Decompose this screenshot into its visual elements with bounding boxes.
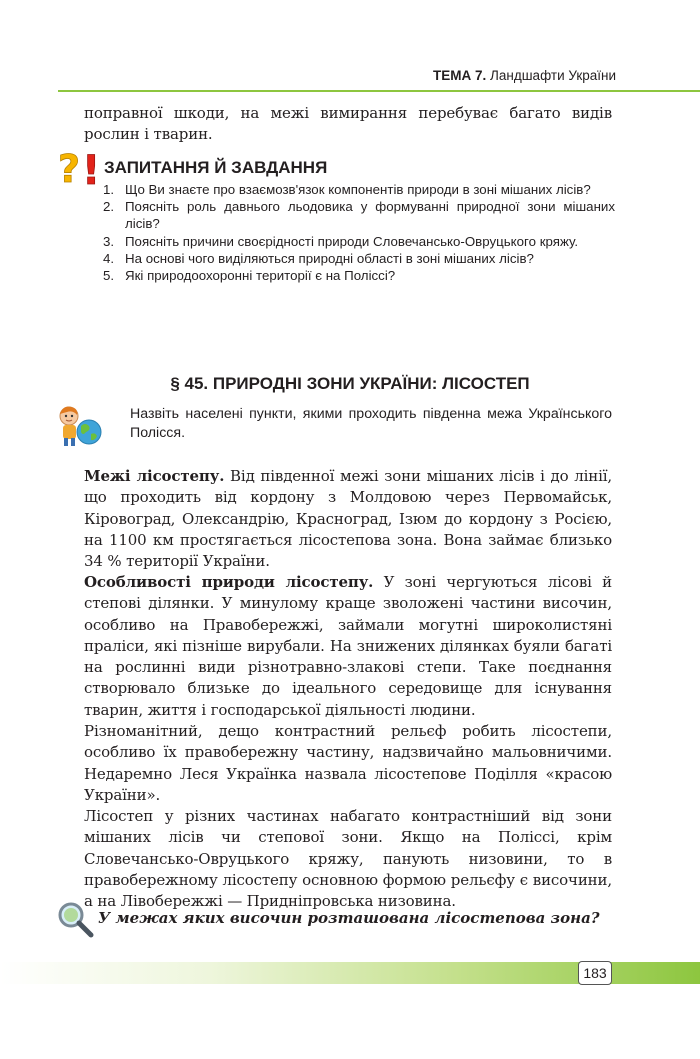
paragraph-relief: Різноманітний, дещо контрастний рельєф робить лісостепи, особливо їх правобережну частину, надзвичайно мальовничими. Недаремно Леся Українка назвала лісостепове Поділля «красою України». (84, 722, 612, 804)
header-rule (58, 90, 700, 92)
question-number: 1. (103, 182, 115, 197)
running-header (433, 68, 616, 83)
questions-title: ЗАПИТАННЯ Й ЗАВДАННЯ (104, 158, 328, 177)
paragraph-features-text: У зоні чергуються лісові й степові ділянки. У минулому краще зволожені частини височин, особливо на Правобережжі, займали могутні широколистяні праліси, які пізніше вирубали. На знижених ділянках буяли багаті на рослинні види різнотравно-злакові степи. Таке поєднання створювало близьке до ідеального середовище для існування тварин, життя і господарської діяльності людини. (84, 573, 612, 719)
top-paragraph: поправної шкоди, на межі вимирання перебуває багато видів рослин і тварин. (84, 104, 612, 144)
question-number: 4. (103, 250, 115, 266)
magnifier-icon (56, 900, 96, 940)
paragraph-boundaries-text: Від південної межі зони мішаних лісів і до лінії, що проходить від кордону з Молдовою через Первомайськ, Кіровоград, Олександрію, Красноград, Ізюм до кордону з Росією, на 1100 км простягається лісостепова зона. Вона займає близько 34 % території України. (84, 467, 612, 571)
question-item (103, 250, 615, 267)
question-text: Поясніть роль давнього льодовика у формуванні природної зони мішаних лісів? (125, 199, 615, 232)
questions-list (103, 181, 615, 284)
page-number: 183 (578, 961, 612, 985)
question-number: 2. (103, 199, 115, 215)
question-number: 3. (103, 233, 115, 249)
child-globe-icon (55, 404, 103, 448)
paragraph-boundaries-heading: Межі лісостепу. (84, 467, 225, 485)
bottom-question: У межах яких височин розташована лісостепова зона? (98, 909, 600, 927)
paragraph-boundaries (84, 466, 612, 572)
paragraph-features (84, 572, 612, 721)
intro-question: Назвіть населені пункти, якими проходить південна межа Українського Полісся. (130, 406, 612, 441)
paragraph-features-heading: Особливості природи лісостепу. (84, 573, 374, 591)
section-title: § 45. ПРИРОДНІ ЗОНИ УКРАЇНИ: ЛІСОСТЕП (170, 374, 530, 393)
question-item (103, 198, 615, 232)
svg-text:?: ? (58, 147, 81, 190)
question-text: Що Ви знаєте про взаємозв'язок компонентів природи в зоні мішаних лісів? (125, 182, 591, 197)
svg-text:!: ! (82, 148, 101, 190)
paragraph-contrast: Лісостеп у різних частинах набагато контрастніший від зони мішаних лісів чи степової зони. Якщо на Поліссі, крім Словечансько-Овруцького кряжу, панують низовини, то в правобережному лісостепу основною формою рельєфу є височини, а на Лівобережжі — Придніпровська низовина. (84, 807, 612, 911)
question-text: На основі чого виділяються природні області в зоні мішаних лісів? (125, 250, 534, 266)
question-text: Поясніть причини своєрідності природи Словечансько-Овруцького кряжу. (125, 233, 579, 249)
question-item (103, 181, 615, 198)
theme-label: ТЕМА 7. (433, 68, 487, 83)
question-text: Які природоохоронні території є на Поліссі? (125, 268, 396, 284)
theme-title: Ландшафти України (490, 68, 616, 83)
question-number: 5. (103, 268, 115, 284)
question-item (103, 267, 615, 284)
question-exclaim-icon (56, 146, 102, 190)
question-item (103, 233, 615, 250)
